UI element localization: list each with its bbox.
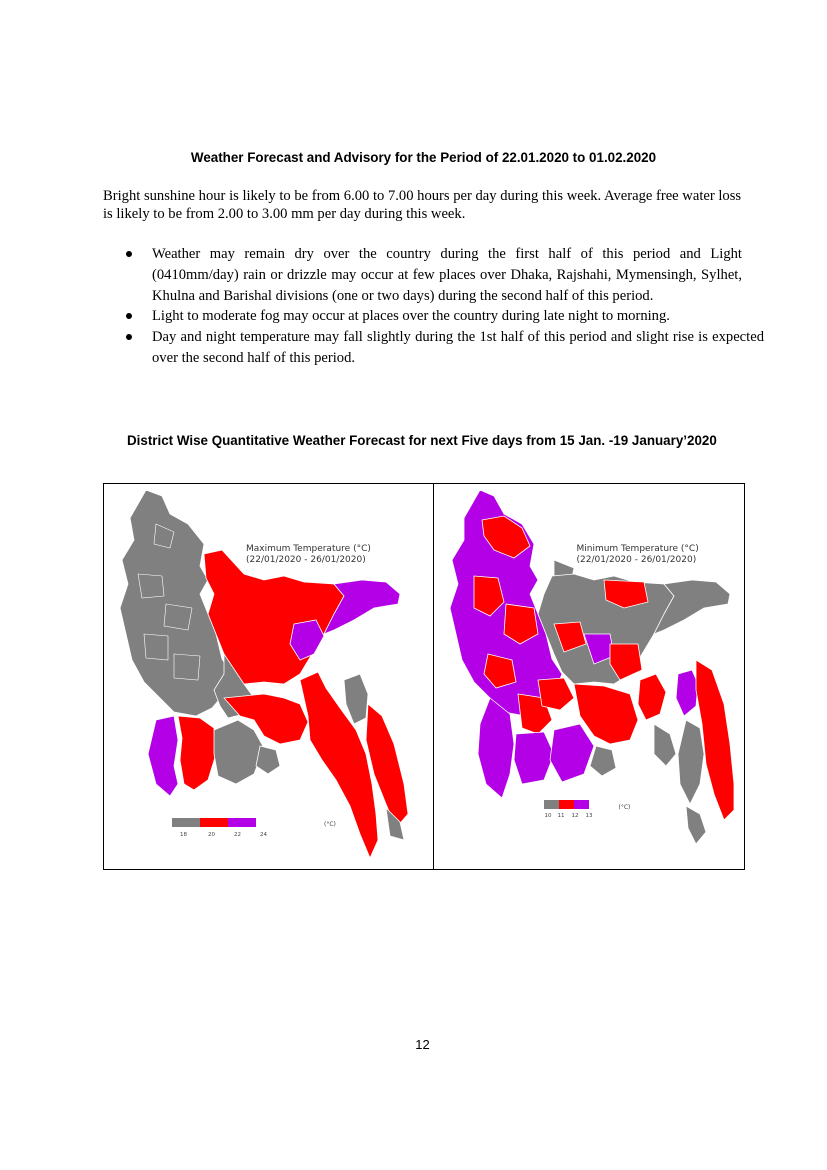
district-heading: District Wise Quantitative Weather Forecast for next Five days from 15 Jan. -19 January’2020	[127, 433, 717, 448]
legend-tick: 24	[260, 832, 267, 838]
min-map-legend	[544, 800, 589, 809]
advisory-item	[152, 244, 742, 306]
legend-tick: 18	[180, 832, 187, 838]
forecast-heading: Weather Forecast and Advisory for the Period of 22.01.2020 to 01.02.2020	[190, 150, 657, 165]
advisory-text: Light to moderate fog may occur at places over the country during late night to morning.	[152, 308, 670, 325]
advisory-text: Day and night temperature may fall slightly during the 1st half of this period and slight rise is expected over the second half of this period.	[152, 329, 764, 366]
advisory-text: Weather may remain dry over the country during the first half of this period and Light (0410mm/day) rain or drizzle may occur at few places over Dhaka, Rajshahi, Mymensingh, Sylhet, Khulna and Barishal divisions (one or two days) during the second half of this period.	[152, 246, 742, 304]
min-temperature-map-graphic	[434, 484, 744, 869]
maps-table	[103, 483, 745, 870]
advisory-item	[152, 306, 764, 327]
legend-swatch-purple	[574, 800, 589, 809]
min-temperature-map	[433, 484, 744, 869]
legend-swatch-gray	[544, 800, 559, 809]
legend-tick: 13	[585, 813, 593, 819]
legend-tick: 10	[544, 813, 552, 819]
bullet-icon	[126, 313, 132, 319]
advisory-item	[152, 327, 764, 369]
min-map-unit: (°C)	[618, 804, 631, 811]
max-map-legend	[172, 818, 256, 827]
bullet-icon	[126, 334, 132, 340]
page-number: 12	[415, 1037, 430, 1052]
legend-tick: 12	[571, 813, 579, 819]
max-map-title: Maximum Temperature (°C)	[246, 544, 371, 554]
legend-tick: 22	[234, 832, 241, 838]
max-map-period: (22/01/2020 - 26/01/2020)	[246, 555, 366, 565]
advisory-list	[152, 244, 764, 369]
legend-swatch-red	[559, 800, 574, 809]
max-temperature-map	[104, 484, 433, 869]
legend-swatch-gray	[172, 818, 200, 827]
max-temperature-map-graphic	[104, 484, 434, 869]
legend-swatch-red	[200, 818, 228, 827]
legend-swatch-purple	[228, 818, 256, 827]
legend-tick: 11	[557, 813, 565, 819]
bullet-icon	[126, 251, 132, 257]
min-map-title: Minimum Temperature (°C)	[576, 544, 699, 554]
max-map-unit: (°C)	[324, 821, 336, 828]
intro-paragraph: Bright sunshine hour is likely to be from 6.00 to 7.00 hours per day during this week. Average free water loss is likely to be from 2.00 to 3.00 mm per day during this week.	[103, 188, 742, 222]
legend-tick: 20	[208, 832, 215, 838]
min-map-period: (22/01/2020 - 26/01/2020)	[576, 555, 697, 565]
